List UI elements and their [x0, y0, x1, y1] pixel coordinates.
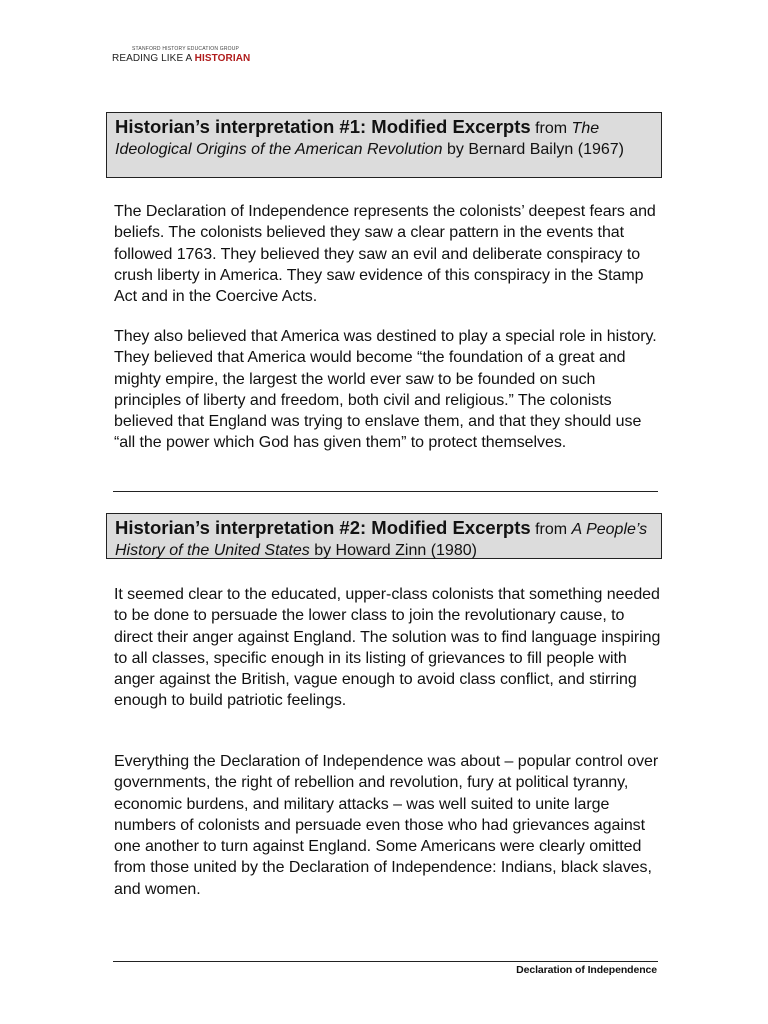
- section2-book-title: A People’s History of the United States: [115, 521, 648, 559]
- logo-main-text: [112, 53, 250, 64]
- footer-label: Declaration of Independence: [516, 964, 657, 976]
- section1-paragraph-1: The Declaration of Independence represents the colonists’ deepest fears and beliefs. The colonists believed they saw a clear pattern in the events that followed 1763. They believed they saw an evil and deliberate conspiracy to crush liberty in America. They saw evidence of this conspiracy in the Stamp Act and in the Coercive Acts.: [114, 203, 656, 306]
- section1-heading-from: from: [530, 120, 572, 137]
- section1-author-year: by Bernard Bailyn (1967): [442, 141, 625, 158]
- section2-paragraph-2: Everything the Declaration of Independence was about – popular control over governments, the right of rebellion and revolution, fury at political tyranny, economic burdens, and military attacks – was well suited to unite large numbers of colonists and persuade even those who had grievances against one another to turn against England. Some Americans were clearly omitted from those united by the Declaration of Independence: Indians, black slaves, and women.: [114, 753, 659, 898]
- logo: [112, 46, 262, 68]
- section-divider: [113, 491, 658, 492]
- section1-paragraph-2: They also believed that America was destined to play a special role in history. They believed that America would become “the foundation of a great and mighty empire, the largest the world ever saw to be founded on such principles of liberty and freedom, both civil and religious.” The colonists believed that England was trying to enslave them, and that they should use “all the power which God has given them” to protect themselves.: [114, 328, 657, 452]
- section1-heading: Historian’s interpretation #1: Modified Excerpts: [115, 116, 531, 137]
- logo-small-text: STANFORD HISTORY EDUCATION GROUP: [132, 46, 240, 52]
- section1-book-title: The Ideological Origins of the American Revolution: [115, 120, 600, 158]
- logo-main-prefix: READING LIKE A: [112, 53, 195, 64]
- section2-paragraph-1: It seemed clear to the educated, upper-class colonists that something needed to be done to persuade the lower class to join the revolutionary cause, to direct their anger against England. The solution was to find language inspiring to all classes, specific enough in its listing of grievances to fill people with anger against the British, vague enough to avoid class conflict, and stirring enough to build patriotic feelings.: [114, 586, 661, 710]
- logo-main-accent: HISTORIAN: [194, 53, 251, 64]
- section2-heading-from: from: [530, 521, 572, 538]
- section1-heading-box: [106, 112, 662, 178]
- footer-divider: [113, 961, 658, 962]
- section2-author-year: by Howard Zinn (1980): [309, 542, 477, 559]
- section2-heading: Historian’s interpretation #2: Modified Excerpts: [115, 517, 531, 538]
- section2-heading-box: [106, 513, 662, 559]
